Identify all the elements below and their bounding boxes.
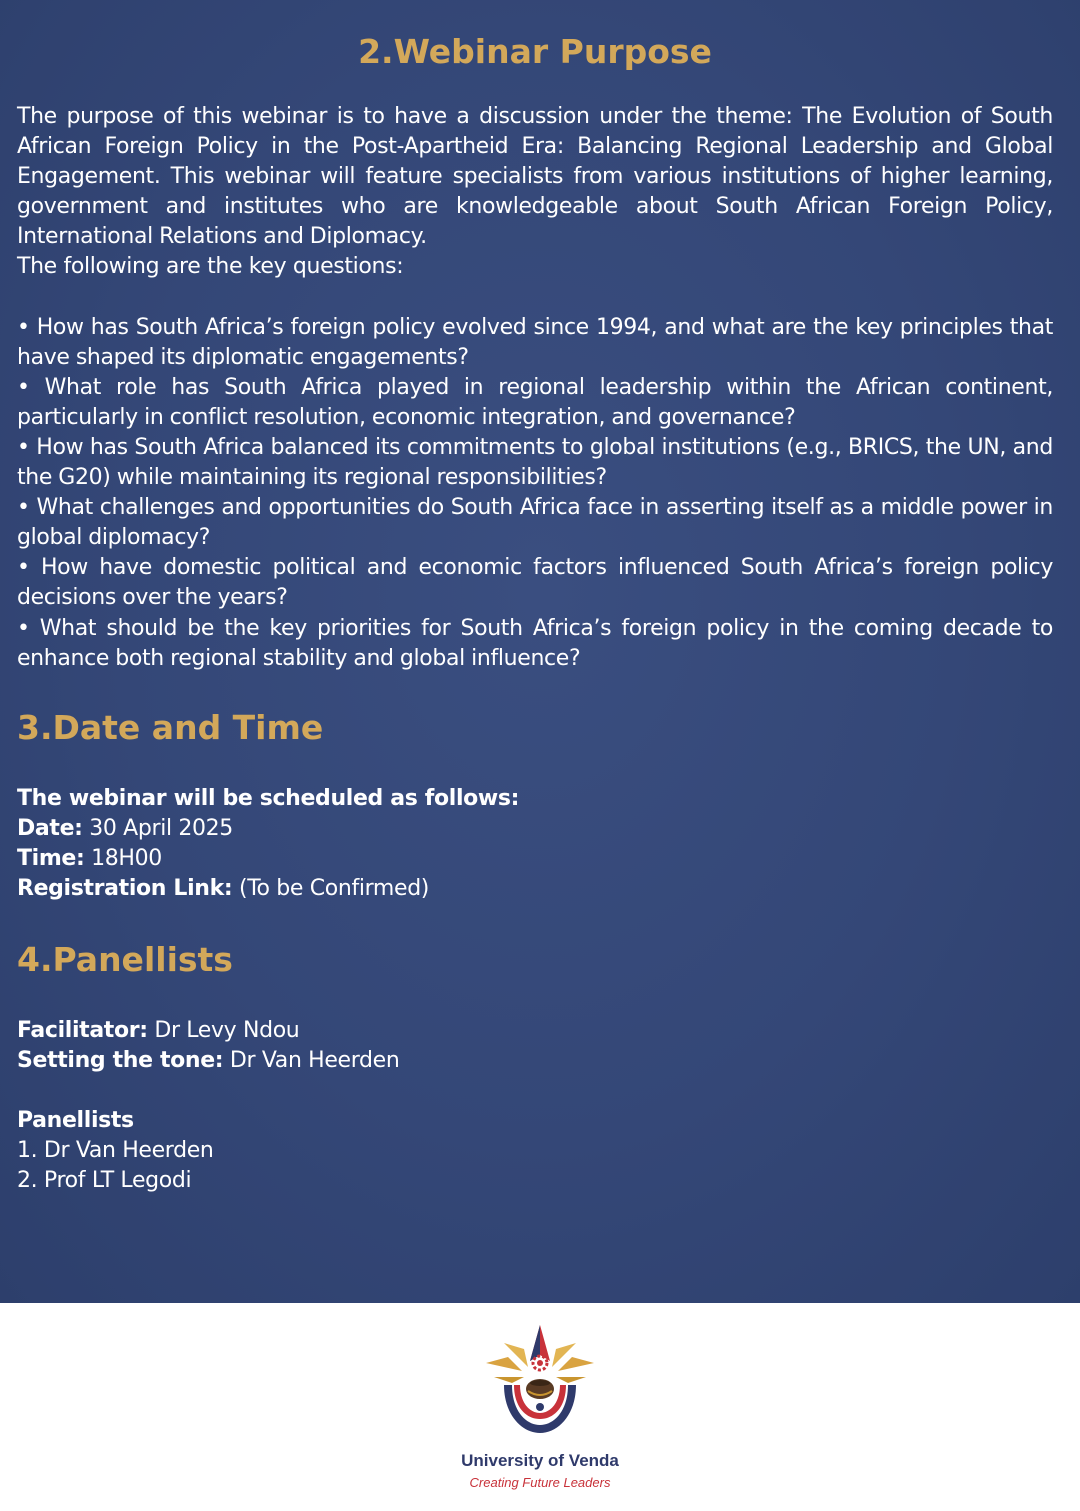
panellist-item: 2. Prof LT Legodi [17,1168,192,1194]
schedule-intro: The webinar will be scheduled as follows: [17,785,520,811]
facilitator-label: Facilitator: [17,1018,148,1044]
panellists-list-heading: Panellists [17,1108,134,1134]
panellists-heading: 4.Panellists [17,940,233,980]
date-label: Date: [17,815,83,841]
facilitator-value: Dr Levy Ndou [154,1018,300,1044]
panellist-item: 1. Dr Van Heerden [17,1138,214,1164]
purpose-paragraph: The purpose of this webinar is to have a discussion under the theme: The Evolution of South African Foreign Policy in the Post-Apartheid Era: Balancing Regional Leadership and Global Engagement. This webinar will feature specialists from various institutions of higher learning, government and institutes who are knowledgeable about South African Foreign Policy, International Relations and Diplomacy. [17,104,1053,250]
facilitator-row [17,1016,1053,1046]
question-item: • What challenges and opportunities do South Africa face in asserting itself as a middle power in global diplomacy? [17,495,1053,551]
time-label: Time: [17,845,85,871]
question-item: • How has South Africa balanced its commitments to global institutions (e.g., BRICS, the UN, and the G20) while maintaining its regional responsibilities? [17,434,1053,491]
registration-value: (To be Confirmed) [238,875,430,901]
schedule-heading: 3.Date and Time [17,707,324,747]
registration-row [17,874,1053,904]
time-row [17,844,1053,874]
questions-list [17,313,1053,674]
question-item: • What should be the key priorities for South Africa’s foreign policy in the coming decade to enhance both regional stability and global influence? [17,615,1053,671]
time-value: 18H00 [91,845,162,871]
question-item: • How have domestic political and economic factors influenced South Africa’s foreign policy decisions over the years? [17,555,1053,611]
university-tagline: Creating Future Leaders [469,1475,611,1490]
purpose-heading: 2.Webinar Purpose [358,32,712,71]
date-value: 30 April 2025 [89,815,233,841]
questions-intro: The following are the key questions: [17,254,404,280]
university-name: University of Venda [461,1451,619,1470]
content-column [17,30,1053,1197]
tone-row [17,1046,1053,1076]
registration-label: Registration Link: [17,875,233,901]
university-crest-logo [478,1321,602,1445]
tone-label: Setting the tone: [17,1048,224,1074]
question-item: • What role has South Africa played in regional leadership within the African continent, particularly in conflict resolution, economic integration, and governance? [17,374,1053,430]
date-row [17,814,1053,844]
footer [0,1303,1080,1511]
tone-value: Dr Van Heerden [229,1048,400,1074]
question-item: • How has South Africa’s foreign policy evolved since 1994, and what are the key principles that have shaped its diplomatic engagements? [17,314,1053,370]
